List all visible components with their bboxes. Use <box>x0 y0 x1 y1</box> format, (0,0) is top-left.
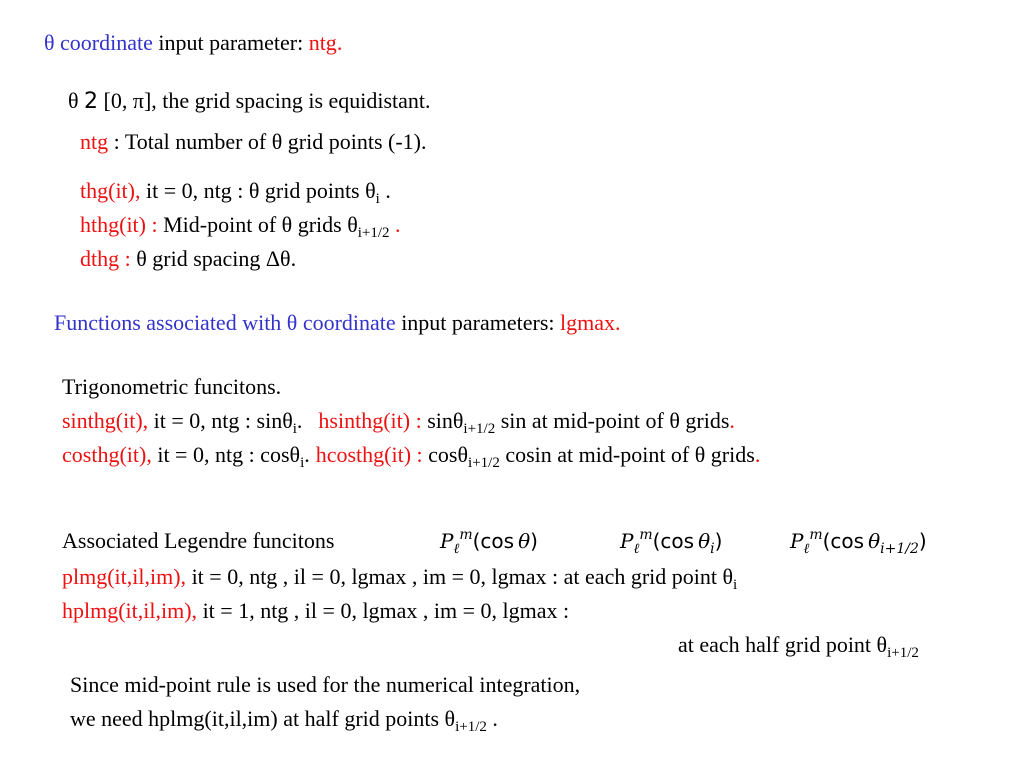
thg-definition <box>80 178 391 207</box>
costhg-name: costhg(it), <box>62 442 152 467</box>
theta-range-text: [0, π], the grid spacing is equidistant. <box>98 88 431 113</box>
open-paren: ( <box>472 529 481 553</box>
P-symbol: P <box>440 529 454 553</box>
ntg-param: ntg <box>308 30 337 55</box>
input-parameter-label: input parameter: <box>152 30 309 55</box>
hplmg-description: it = 1, ntg , il = 0, lgmax , im = 0, lgmax : <box>197 598 570 623</box>
note-line-2 <box>70 706 498 735</box>
costhg-definition <box>62 442 761 471</box>
theta-symbol: θ <box>44 30 55 55</box>
ell-subscript: ℓ <box>803 541 810 557</box>
trig-title: Trigonometric funcitons. <box>62 374 282 399</box>
hsinthg-name: hsinthg(it) : <box>318 408 422 433</box>
dthg-name: dthg : <box>80 246 131 271</box>
open-paren: ( <box>652 529 661 553</box>
cos-func: cos <box>660 529 695 553</box>
half-grid-line <box>678 632 919 661</box>
note-line-2-text: we need hplmg(it,il,im) at half grid points θ <box>70 706 456 731</box>
costhg-dot: . <box>304 442 310 467</box>
close-paren: ) <box>918 529 927 553</box>
legendre-title: Associated Legendre funcitons <box>62 528 335 553</box>
input-parameters-label: input parameters: <box>395 310 561 335</box>
hcosthg-description: cosin at mid-point of θ grids <box>499 442 755 467</box>
thg-end: . <box>379 178 391 203</box>
plmg-subscript: i <box>733 577 738 593</box>
P-symbol: P <box>620 529 634 553</box>
hthg-description: Mid-point of θ grids θ <box>157 212 358 237</box>
hthg-subscript: i+1/2 <box>357 225 390 241</box>
hthg-definition <box>80 212 401 241</box>
note-subscript: i+1/2 <box>455 719 487 735</box>
note-end: . <box>486 706 498 731</box>
hplmg-name: hplmg(it,il,im), <box>62 598 198 623</box>
plmg-definition <box>62 564 738 593</box>
open-paren: ( <box>822 529 831 553</box>
thg-subscript: i <box>375 191 380 207</box>
half-subscript: i+1/2 <box>880 541 919 557</box>
P-symbol: P <box>790 529 804 553</box>
hcosthg-end: . <box>754 442 761 467</box>
hsinthg-end: . <box>729 408 735 433</box>
hsinthg-description: sin at mid-point of θ grids <box>495 408 730 433</box>
coordinate-label: coordinate <box>54 30 153 55</box>
dthg-description: θ grid spacing Δθ. <box>130 246 297 271</box>
hcosthg-subscript: i+1/2 <box>468 455 500 471</box>
hcosthg-cos: cosθ <box>422 442 469 467</box>
thg-name: thg(it), <box>80 178 141 203</box>
theta-symbol: θ <box>698 529 711 553</box>
dthg-definition <box>80 246 296 272</box>
hplmg-definition <box>62 598 569 624</box>
sinthg-subscript: i <box>292 421 297 437</box>
plmg-name: plmg(it,il,im), <box>62 564 187 589</box>
costhg-subscript: i <box>300 455 305 471</box>
ntg-name: ntg <box>80 129 109 154</box>
legendre-formula-3 <box>790 527 927 557</box>
m-superscript: m <box>639 527 653 543</box>
cos-func: cos <box>830 529 865 553</box>
close-paren: ) <box>714 529 723 553</box>
note-line-1: Since mid-point rule is used for the numerical integration, <box>70 672 581 697</box>
functions-label: Functions associated with θ coordinate <box>54 310 396 335</box>
costhg-description: it = 0, ntg : cosθ <box>151 442 301 467</box>
m-superscript: m <box>459 527 473 543</box>
hsinthg-sin: sinθ <box>421 408 464 433</box>
sinthg-dot: . <box>296 408 303 433</box>
cos-func: cos <box>480 529 515 553</box>
close-paren: ) <box>530 529 538 553</box>
sinthg-definition <box>62 408 735 437</box>
sinthg-name: sinthg(it), <box>62 408 149 433</box>
ntg-description: : Total number of θ grid points (-1). <box>108 129 427 154</box>
theta-heading <box>44 30 342 56</box>
legendre-formula-2 <box>620 527 723 557</box>
heading2-period: . <box>615 310 621 335</box>
i-subscript: i <box>710 541 715 557</box>
legendre-formula-1 <box>440 527 538 557</box>
ell-subscript: ℓ <box>453 541 460 557</box>
functions-heading <box>54 310 621 336</box>
half-grid-text: at each half grid point θ <box>678 632 888 657</box>
element-of-symbol: 2 <box>84 89 99 114</box>
theta-symbol: θ <box>868 529 881 553</box>
theta-symbol: θ <box>518 529 531 553</box>
heading-period: . <box>336 30 343 55</box>
thg-description: it = 0, ntg : θ grid points θ <box>140 178 376 203</box>
sinthg-description: it = 0, ntg : sinθ <box>148 408 293 433</box>
ell-subscript: ℓ <box>633 541 640 557</box>
m-superscript: m <box>809 527 823 543</box>
lgmax-param: lgmax <box>560 310 616 335</box>
hthg-name: hthg(it) : <box>80 212 158 237</box>
theta-range-line <box>68 88 431 115</box>
ntg-definition <box>80 129 427 155</box>
hsinthg-subscript: i+1/2 <box>463 421 496 437</box>
plmg-description: it = 0, ntg , il = 0, lgmax , im = 0, lgmax : at each grid point θ <box>186 564 734 589</box>
hcosthg-name: hcosthg(it) : <box>315 442 423 467</box>
half-grid-subscript: i+1/2 <box>887 645 919 661</box>
theta-range-start: θ <box>68 88 85 113</box>
hthg-end: . <box>389 212 401 237</box>
